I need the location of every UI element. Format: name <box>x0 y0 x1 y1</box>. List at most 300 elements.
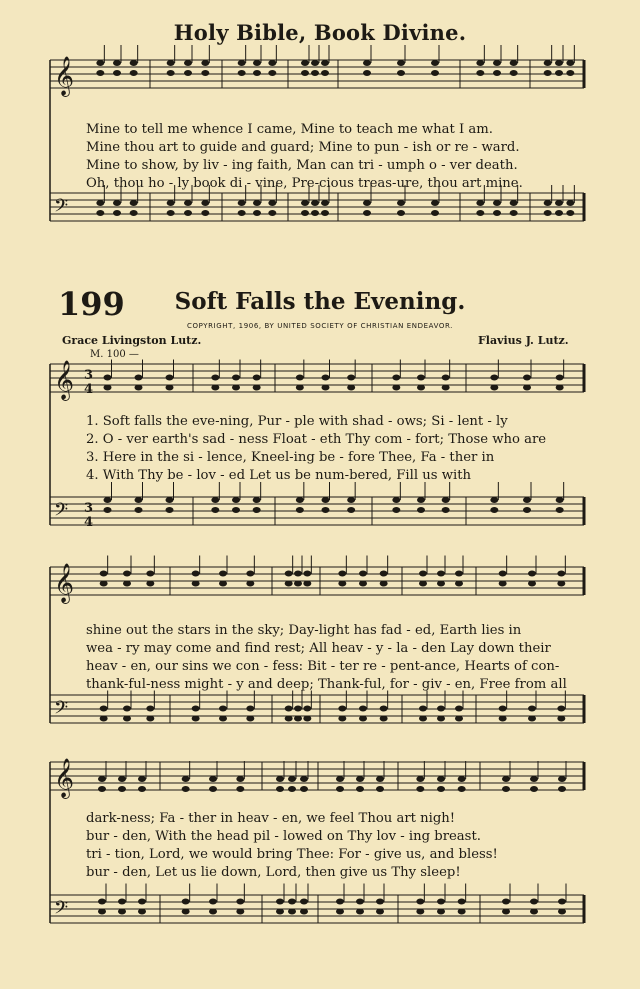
composer-credit: Flavius J. Lutz. <box>478 334 569 347</box>
notehead <box>253 385 261 391</box>
notehead <box>359 581 367 587</box>
notehead <box>530 899 538 905</box>
notehead <box>192 716 200 722</box>
notehead <box>219 571 227 577</box>
notehead <box>397 200 405 206</box>
copyright-notice: COPYRIGHT, 1906, BY UNITED SOCIETY OF CHRISTIAN ENDEAVOR. <box>186 322 453 330</box>
notehead <box>303 716 311 722</box>
notehead <box>253 200 261 206</box>
treble-clef: 𝄞 <box>54 360 75 400</box>
notehead <box>347 375 355 381</box>
treble-clef: 𝄞 <box>54 56 75 96</box>
notehead <box>336 899 344 905</box>
notehead <box>490 385 498 391</box>
notehead <box>135 375 143 381</box>
notehead <box>236 786 244 792</box>
notehead <box>566 70 574 76</box>
bass-clef: 𝄢 <box>54 500 69 525</box>
notehead <box>321 210 329 216</box>
notehead <box>311 70 319 76</box>
notehead <box>167 210 175 216</box>
notehead <box>300 909 308 915</box>
notehead <box>380 706 388 712</box>
notehead <box>135 385 143 391</box>
notehead <box>392 375 400 381</box>
notehead <box>246 716 254 722</box>
notehead <box>253 70 261 76</box>
notehead <box>442 497 450 503</box>
notehead <box>442 375 450 381</box>
notehead <box>392 497 400 503</box>
verse-line: Mine to tell me whence I came, Mine to teach me what I am. <box>86 122 493 137</box>
notehead <box>182 786 190 792</box>
verse-line: Oh, thou ho - ly book di - vine, Pre-cious treas-ure, thou art mine. <box>86 176 523 191</box>
notehead <box>146 581 154 587</box>
verse-line: shine out the stars in the sky; Day-light has fad - ed, Earth lies in <box>86 623 522 638</box>
treble-clef: 𝄞 <box>54 563 75 603</box>
notehead <box>300 899 308 905</box>
notehead <box>268 210 276 216</box>
notehead <box>431 210 439 216</box>
notehead <box>311 200 319 206</box>
notehead <box>135 497 143 503</box>
notehead <box>219 706 227 712</box>
notehead <box>236 899 244 905</box>
notehead <box>356 786 364 792</box>
notehead <box>201 70 209 76</box>
notehead <box>285 706 293 712</box>
notehead <box>359 706 367 712</box>
notehead <box>303 571 311 577</box>
notehead <box>502 909 510 915</box>
notehead <box>437 909 445 915</box>
notehead <box>167 200 175 206</box>
notehead <box>113 210 121 216</box>
notehead <box>100 581 108 587</box>
notehead <box>232 497 240 503</box>
notehead <box>476 70 484 76</box>
notehead <box>211 385 219 391</box>
notehead <box>397 70 405 76</box>
notehead <box>232 375 240 381</box>
notehead <box>502 776 510 782</box>
bass-clef: 𝄢 <box>54 698 69 723</box>
notehead <box>416 786 424 792</box>
notehead <box>417 497 425 503</box>
verse-line: wea - ry may come and find rest; All heav - y - la - den Lay down their <box>86 641 551 656</box>
notehead <box>288 909 296 915</box>
notehead <box>236 776 244 782</box>
time-signature: 4 <box>84 382 94 397</box>
notehead <box>118 899 126 905</box>
notehead <box>285 581 293 587</box>
notehead <box>321 60 329 66</box>
notehead <box>138 899 146 905</box>
notehead <box>130 210 138 216</box>
notehead <box>376 909 384 915</box>
notehead <box>455 571 463 577</box>
notehead <box>544 70 552 76</box>
notehead <box>558 909 566 915</box>
notehead <box>336 776 344 782</box>
notehead <box>104 507 112 513</box>
notehead <box>376 786 384 792</box>
notehead <box>123 571 131 577</box>
notehead <box>455 716 463 722</box>
notehead <box>558 786 566 792</box>
notehead <box>246 571 254 577</box>
notehead <box>296 375 304 381</box>
notehead <box>558 899 566 905</box>
hymn-title-holy-bible: Holy Bible, Book Divine. <box>173 20 467 45</box>
notehead <box>288 899 296 905</box>
notehead <box>556 497 564 503</box>
notehead <box>523 375 531 381</box>
notehead <box>530 909 538 915</box>
notehead <box>301 70 309 76</box>
notehead <box>301 210 309 216</box>
notehead <box>490 497 498 503</box>
notehead <box>211 507 219 513</box>
notehead <box>363 60 371 66</box>
notehead <box>555 70 563 76</box>
notehead <box>356 776 364 782</box>
notehead <box>219 581 227 587</box>
notehead <box>146 716 154 722</box>
verse-line: heav - en, our sins we con - fess: Bit - ter re - pent-ance, Hearts of con- <box>86 659 560 674</box>
notehead <box>502 786 510 792</box>
verse-line: dark-ness; Fa - ther in heav - en, we feel Thou art nigh! <box>86 811 456 826</box>
notehead <box>356 899 364 905</box>
time-signature: 4 <box>84 515 94 530</box>
notehead <box>118 909 126 915</box>
notehead <box>510 70 518 76</box>
notehead <box>397 60 405 66</box>
notehead <box>201 210 209 216</box>
notehead <box>490 375 498 381</box>
notehead <box>294 581 302 587</box>
verse-line: 1. Soft falls the eve-ning, Pur - ple with shad - ows; Si - lent - ly <box>86 414 508 429</box>
notehead <box>100 706 108 712</box>
notehead <box>288 776 296 782</box>
notehead <box>104 375 112 381</box>
notehead <box>113 70 121 76</box>
notehead <box>123 581 131 587</box>
notehead <box>113 200 121 206</box>
verse-line: 4. With Thy be - lov - ed Let us be num-bered, Fill us with <box>86 468 472 483</box>
notehead <box>523 385 531 391</box>
notehead <box>544 200 552 206</box>
notehead <box>146 571 154 577</box>
notehead <box>285 571 293 577</box>
notehead <box>118 776 126 782</box>
notehead <box>347 507 355 513</box>
notehead <box>376 899 384 905</box>
notehead <box>98 909 106 915</box>
notehead <box>211 497 219 503</box>
notehead <box>322 497 330 503</box>
notehead <box>276 899 284 905</box>
notehead <box>363 210 371 216</box>
notehead <box>98 899 106 905</box>
notehead <box>437 776 445 782</box>
notehead <box>236 909 244 915</box>
notehead <box>416 776 424 782</box>
lyricist-credit: Grace Livingston Lutz. <box>62 334 202 347</box>
notehead <box>201 200 209 206</box>
notehead <box>556 385 564 391</box>
notehead <box>209 786 217 792</box>
notehead <box>458 776 466 782</box>
notehead <box>96 70 104 76</box>
notehead <box>285 716 293 722</box>
notehead <box>167 70 175 76</box>
notehead <box>510 60 518 66</box>
notehead <box>98 776 106 782</box>
notehead <box>96 60 104 66</box>
notehead <box>363 70 371 76</box>
notehead <box>184 210 192 216</box>
notehead <box>510 210 518 216</box>
notehead <box>322 375 330 381</box>
notehead <box>253 497 261 503</box>
bass-clef: 𝄢 <box>54 196 69 221</box>
notehead <box>303 706 311 712</box>
notehead <box>557 706 565 712</box>
notehead <box>294 571 302 577</box>
notehead <box>431 70 439 76</box>
notehead <box>296 497 304 503</box>
notehead <box>209 776 217 782</box>
notehead <box>184 200 192 206</box>
notehead <box>556 375 564 381</box>
notehead <box>499 581 507 587</box>
notehead <box>338 706 346 712</box>
notehead <box>118 786 126 792</box>
notehead <box>528 571 536 577</box>
notehead <box>530 786 538 792</box>
notehead <box>138 909 146 915</box>
notehead <box>336 909 344 915</box>
hymn-title-soft-falls: Soft Falls the Evening. <box>174 288 466 315</box>
notehead <box>476 200 484 206</box>
notehead <box>359 716 367 722</box>
notehead <box>502 899 510 905</box>
notehead <box>476 60 484 66</box>
notehead <box>437 571 445 577</box>
notehead <box>499 716 507 722</box>
notehead <box>397 210 405 216</box>
notehead <box>356 909 364 915</box>
notehead <box>458 899 466 905</box>
notehead <box>300 776 308 782</box>
notehead <box>300 786 308 792</box>
notehead <box>338 716 346 722</box>
notehead <box>437 581 445 587</box>
notehead <box>493 70 501 76</box>
notehead <box>253 210 261 216</box>
notehead <box>253 507 261 513</box>
notehead <box>104 385 112 391</box>
notehead <box>419 571 427 577</box>
notehead <box>166 375 174 381</box>
notehead <box>238 210 246 216</box>
notehead <box>96 200 104 206</box>
bass-clef: 𝄢 <box>54 898 69 923</box>
notehead <box>246 706 254 712</box>
notehead <box>556 507 564 513</box>
notehead <box>123 706 131 712</box>
notehead <box>167 60 175 66</box>
metronome-marking: M. 100 — <box>90 349 139 360</box>
notehead <box>510 200 518 206</box>
time-signature: 3 <box>84 501 94 516</box>
notehead <box>182 776 190 782</box>
hymn-number: 199 <box>58 285 125 323</box>
notehead <box>268 200 276 206</box>
notehead <box>100 716 108 722</box>
verse-line: Mine thou art to guide and guard; Mine to pun - ish or re - ward. <box>86 140 520 155</box>
verse-line: Mine to show, by liv - ing faith, Man can tri - umph o - ver death. <box>86 158 518 173</box>
notehead <box>528 581 536 587</box>
notehead <box>301 200 309 206</box>
verse-line: 2. O - ver earth's sad - ness Float - eth Thy com - fort; Those who are <box>86 432 547 447</box>
notehead <box>419 706 427 712</box>
notehead <box>566 60 574 66</box>
notehead <box>458 786 466 792</box>
notehead <box>192 706 200 712</box>
notehead <box>288 786 296 792</box>
notehead <box>138 786 146 792</box>
notehead <box>238 200 246 206</box>
notehead <box>392 385 400 391</box>
notehead <box>442 507 450 513</box>
notehead <box>431 60 439 66</box>
notehead <box>417 507 425 513</box>
notehead <box>499 571 507 577</box>
notehead <box>219 716 227 722</box>
notehead <box>311 60 319 66</box>
verse-line: thank-ful-ness might - y and deep; Thank-ful, for - giv - en, Free from all <box>86 677 567 692</box>
notehead <box>417 375 425 381</box>
notehead <box>209 899 217 905</box>
notehead <box>113 60 121 66</box>
notehead <box>530 776 538 782</box>
notehead <box>294 716 302 722</box>
notehead <box>437 786 445 792</box>
notehead <box>238 60 246 66</box>
notehead <box>493 200 501 206</box>
notehead <box>192 581 200 587</box>
notehead <box>437 899 445 905</box>
notehead <box>322 507 330 513</box>
notehead <box>201 60 209 66</box>
notehead <box>184 60 192 66</box>
notehead <box>182 899 190 905</box>
verse-line: tri - tion, Lord, we would bring Thee: For - give us, and bless! <box>86 847 498 862</box>
notehead <box>431 200 439 206</box>
notehead <box>555 210 563 216</box>
notehead <box>130 60 138 66</box>
notehead <box>321 70 329 76</box>
notehead <box>166 497 174 503</box>
notehead <box>232 507 240 513</box>
notehead <box>528 716 536 722</box>
notehead <box>192 571 200 577</box>
notehead <box>544 60 552 66</box>
notehead <box>544 210 552 216</box>
notehead <box>416 899 424 905</box>
notehead <box>232 385 240 391</box>
notehead <box>253 60 261 66</box>
notehead <box>455 706 463 712</box>
notehead <box>363 200 371 206</box>
time-signature: 3 <box>84 368 94 383</box>
notehead <box>268 70 276 76</box>
notehead <box>419 581 427 587</box>
notehead <box>476 210 484 216</box>
notehead <box>296 385 304 391</box>
notehead <box>166 385 174 391</box>
notehead <box>296 507 304 513</box>
notehead <box>557 581 565 587</box>
notehead <box>276 786 284 792</box>
notehead <box>135 507 143 513</box>
notehead <box>557 716 565 722</box>
notehead <box>138 776 146 782</box>
notehead <box>347 497 355 503</box>
notehead <box>566 200 574 206</box>
notehead <box>458 909 466 915</box>
notehead <box>166 507 174 513</box>
notehead <box>246 581 254 587</box>
notehead <box>123 716 131 722</box>
notehead <box>416 909 424 915</box>
notehead <box>490 507 498 513</box>
notehead <box>557 571 565 577</box>
notehead <box>276 909 284 915</box>
notehead <box>104 497 112 503</box>
notehead <box>359 571 367 577</box>
notehead <box>523 507 531 513</box>
treble-clef: 𝄞 <box>54 758 75 798</box>
notehead <box>437 706 445 712</box>
notehead <box>303 581 311 587</box>
notehead <box>209 909 217 915</box>
notehead <box>322 385 330 391</box>
notehead <box>558 776 566 782</box>
notehead <box>555 60 563 66</box>
notehead <box>211 375 219 381</box>
notehead <box>528 706 536 712</box>
notehead <box>380 716 388 722</box>
notehead <box>268 60 276 66</box>
notehead <box>419 716 427 722</box>
notehead <box>442 385 450 391</box>
notehead <box>96 210 104 216</box>
notehead <box>276 776 284 782</box>
verse-line: 3. Here in the si - lence, Kneel-ing be - fore Thee, Fa - ther in <box>86 450 495 465</box>
notehead <box>392 507 400 513</box>
notehead <box>321 200 329 206</box>
notehead <box>100 571 108 577</box>
notehead <box>499 706 507 712</box>
notehead <box>555 200 563 206</box>
notehead <box>130 70 138 76</box>
notehead <box>336 786 344 792</box>
notehead <box>437 716 445 722</box>
notehead <box>523 497 531 503</box>
